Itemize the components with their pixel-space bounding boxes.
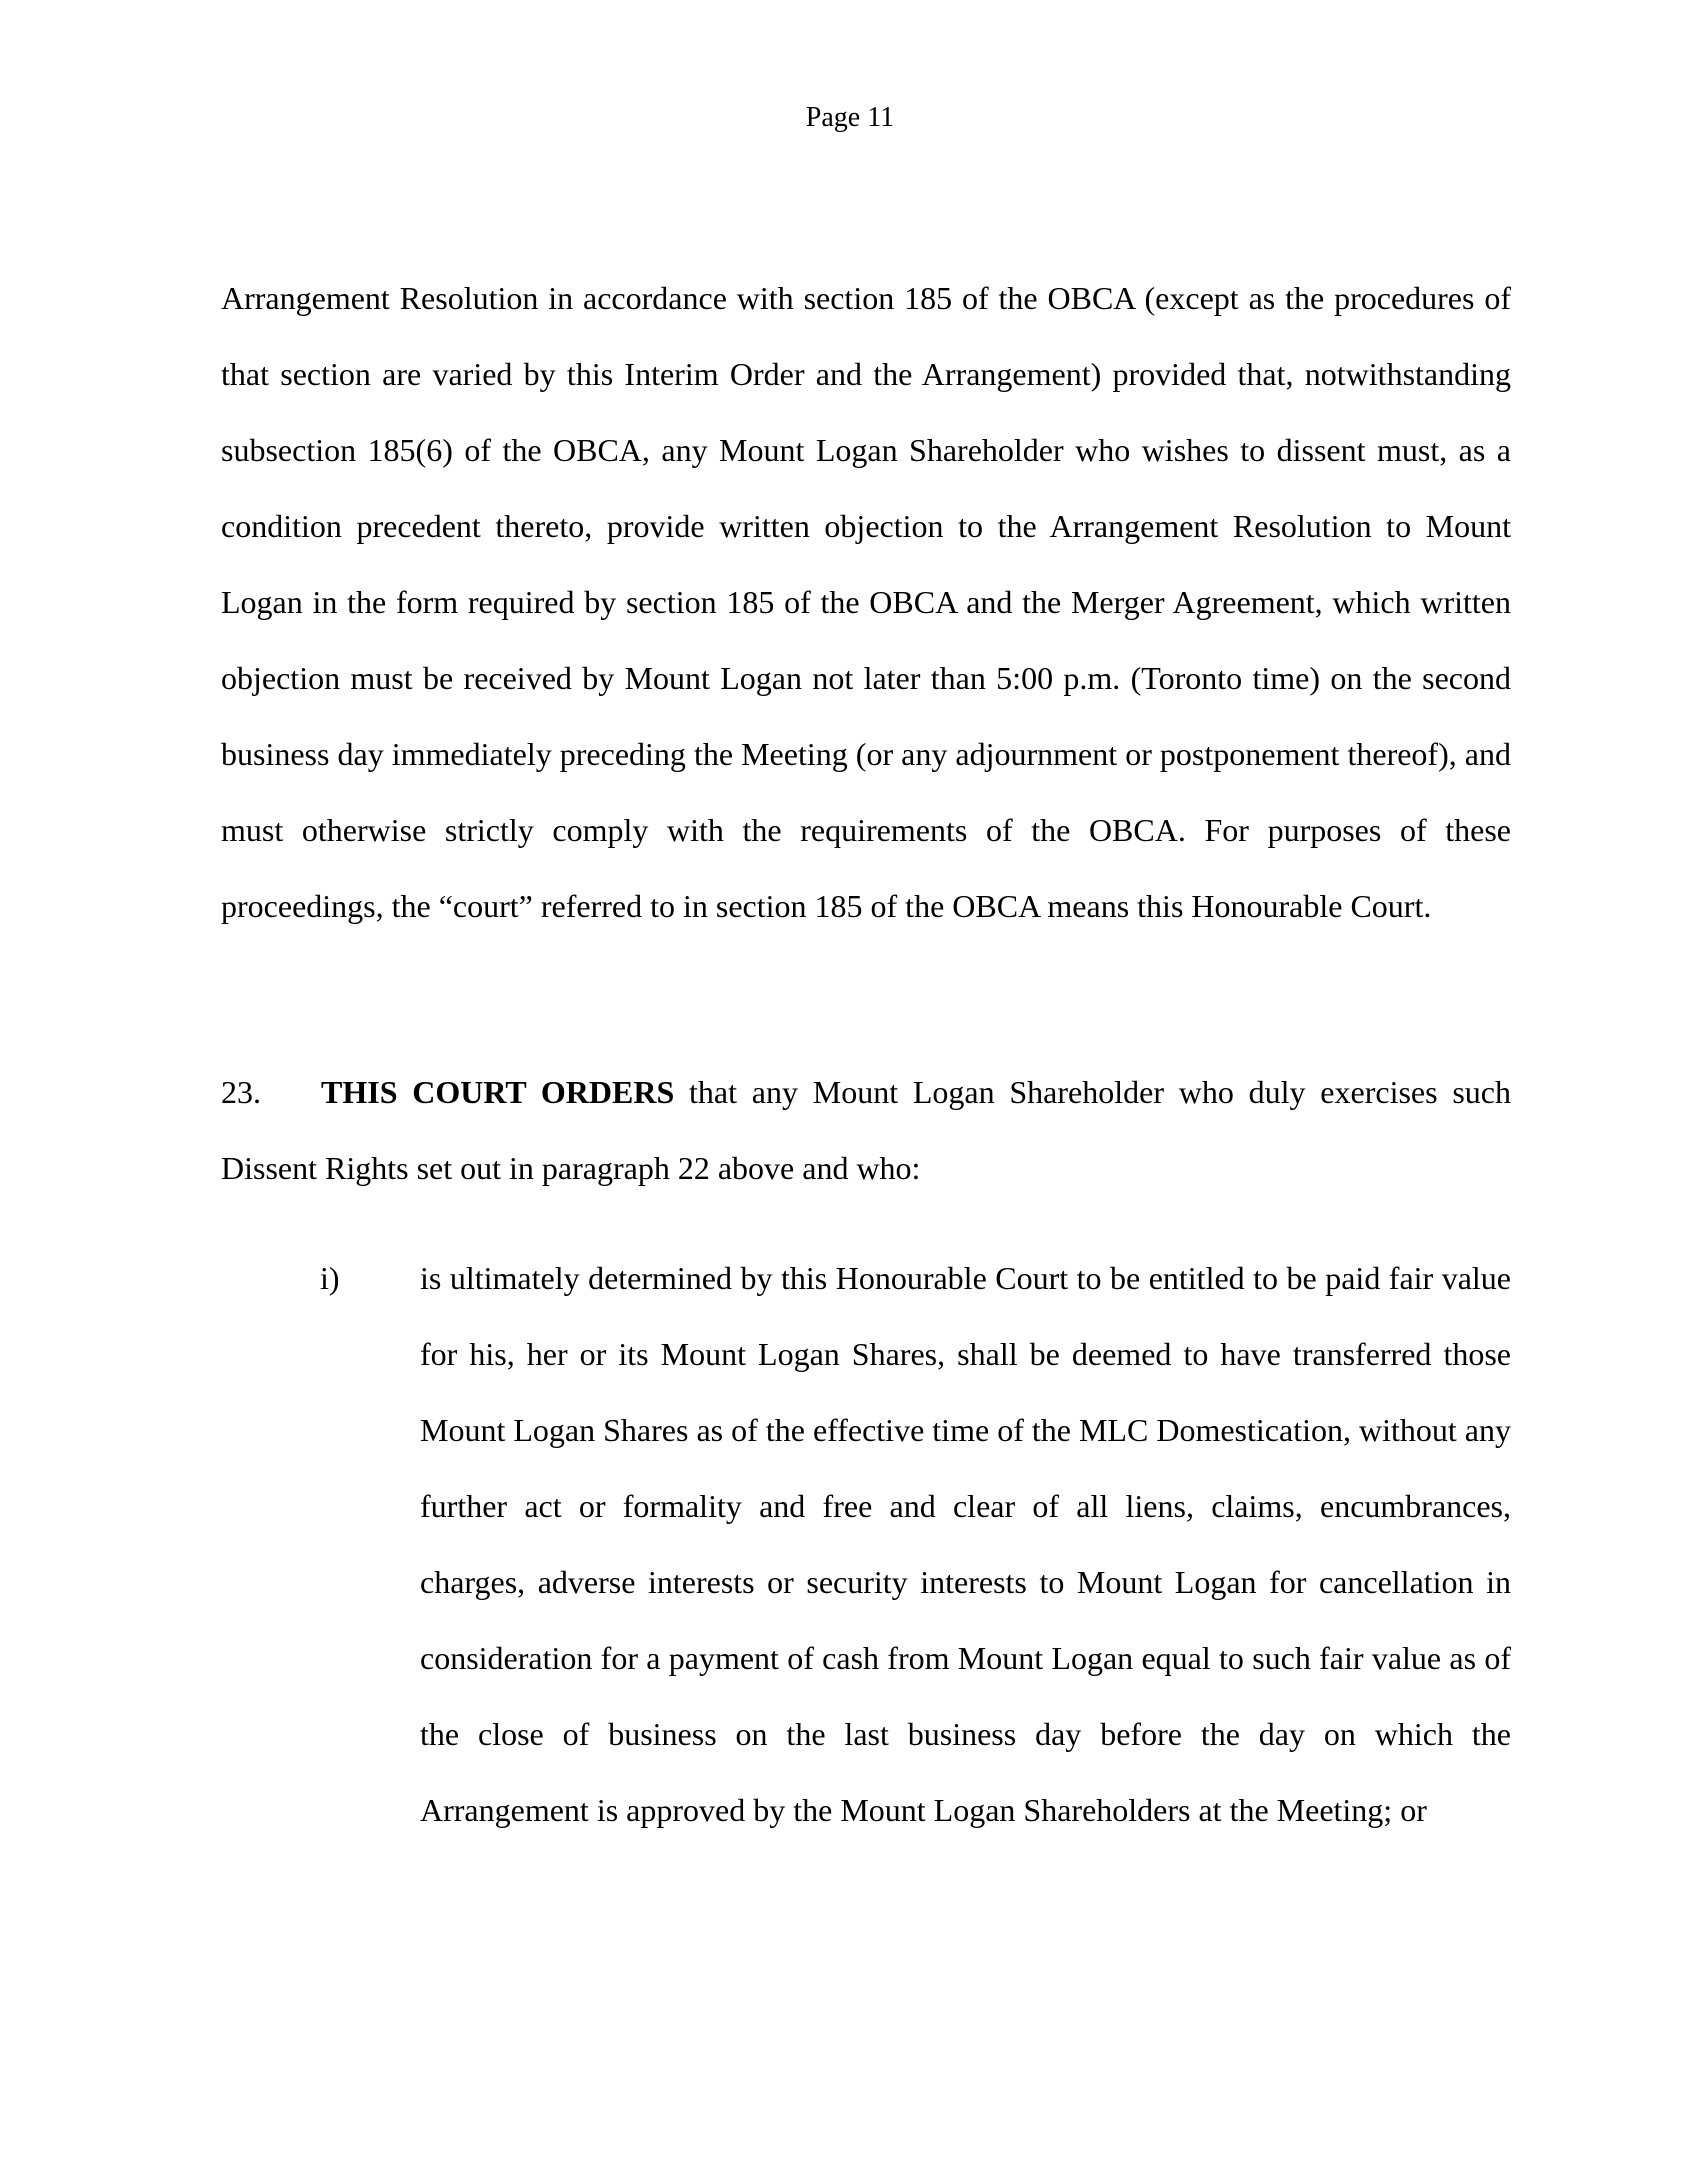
paragraph-23 xyxy=(221,1054,1511,1206)
paragraph-23-text: that any Mount Logan Shareholder who duly exercises such Dissent Rights set out in paragraph 22 above and who: xyxy=(221,1074,1512,1186)
paragraph-23-lead: THIS COURT ORDERS xyxy=(321,1074,675,1110)
paragraph-23-number: 23. xyxy=(221,1074,261,1110)
paragraph-22-continued: Arrangement Resolution in accordance with section 185 of the OBCA (except as the procedures of that section are varied by this Interim Order and the Arrangement) provided that, notwithstanding subsection 185(6) of the OBCA, any Mount Logan Shareholder who wishes to dissent must, as a condition precedent thereto, provide written objection to the Arrangement Resolution to Mount Logan in the form required by section 185 of the OBCA and the Merger Agreement, which written objection must be received by Mount Logan not later than 5:00 p.m. (Toronto time) on the second business day immediately preceding the Meeting (or any adjournment or postponement thereof), and must otherwise strictly comply with the requirements of the OBCA. For purposes of these proceedings, the “court” referred to in section 185 of the OBCA means this Honourable Court. xyxy=(221,280,1511,924)
list-item-marker: i) xyxy=(320,1260,340,1296)
page-number: Page 11 xyxy=(805,102,895,133)
list-item-text: is ultimately determined by this Honourable Court to be entitled to be paid fair value for his, her or its Mount Logan Shares, shall be deemed to have transferred those Mount Logan Shares as of the effective time of the MLC Domestication, without any further act or formality and free and clear of all liens, claims, encumbrances, charges, adverse interests or security interests to Mount Logan for cancellation in consideration for a payment of cash from Mount Logan equal to such fair value as of the close of business on the last business day before the day on which the Arrangement is approved by the Mount Logan Shareholders at the Meeting; or xyxy=(420,1260,1511,1828)
list-item-i xyxy=(221,1240,1511,1940)
